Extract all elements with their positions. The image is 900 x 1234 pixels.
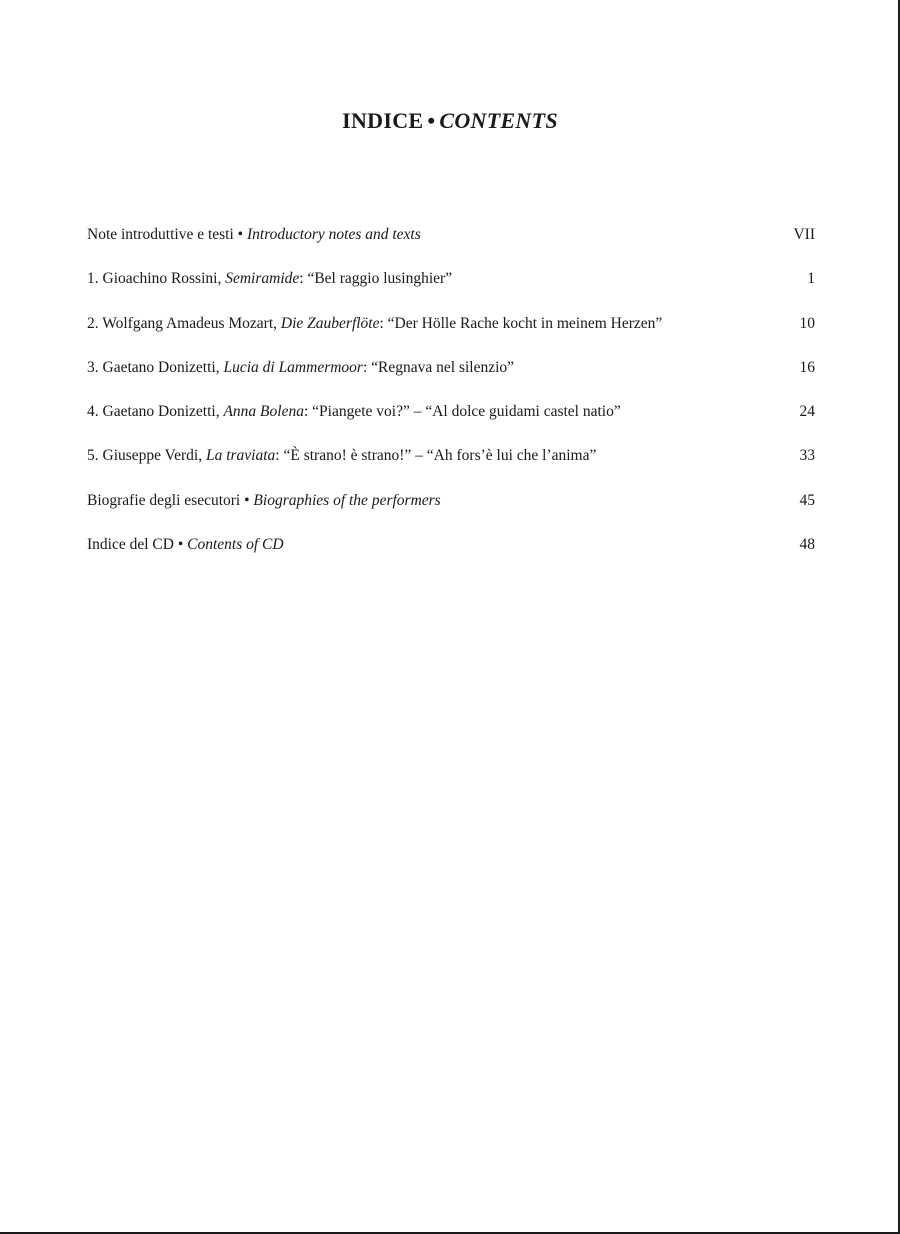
toc-entry-text: Biografie degli esecutori bbox=[87, 491, 241, 509]
toc-entry-text: • bbox=[240, 491, 254, 509]
toc-page-number: 1 bbox=[807, 270, 815, 288]
toc-entry-title bbox=[87, 315, 662, 333]
toc-entry-text: 3. Gaetano Donizetti, bbox=[87, 358, 224, 376]
toc-entry-italic-text: Contents of CD bbox=[187, 536, 284, 554]
toc-page-number: VII bbox=[793, 226, 815, 243]
toc-entry-text: 1. Gioachino Rossini, bbox=[87, 270, 226, 288]
toc-entry-title bbox=[87, 536, 284, 554]
toc-entry bbox=[87, 536, 815, 580]
toc-page-number: 10 bbox=[799, 314, 815, 332]
toc-entry-title bbox=[87, 270, 452, 288]
toc-entry-title bbox=[87, 359, 514, 377]
toc-entry bbox=[87, 403, 815, 447]
toc-entry-text: 2. Wolfgang Amadeus Mozart, bbox=[87, 314, 281, 332]
toc-entry-italic-text: Biographies of the performers bbox=[253, 491, 441, 509]
toc-entry-text: : “Der Hölle Rache kocht in meinem Herzen” bbox=[379, 314, 663, 332]
title-main: INDICE bbox=[342, 108, 424, 133]
toc-entry-title bbox=[87, 492, 441, 510]
toc-entry-text: : “È strano! è strano!” – “Ah fors’è lui che l’anima” bbox=[275, 447, 597, 465]
toc-entry-text: : “Piangete voi?” – “Al dolce guidami castel natio” bbox=[303, 403, 621, 421]
toc-page-number: 48 bbox=[799, 536, 815, 554]
toc-entry bbox=[87, 226, 815, 270]
toc-entry-text: Note introduttive e testi bbox=[87, 226, 234, 243]
toc-entry-text: 5. Giuseppe Verdi, bbox=[87, 447, 206, 465]
toc-entry bbox=[87, 270, 815, 314]
toc-page-number: 45 bbox=[799, 491, 815, 509]
toc-entry bbox=[87, 447, 815, 491]
toc-entry-text: • bbox=[173, 536, 188, 554]
toc-page-number: 33 bbox=[799, 447, 815, 465]
toc-entry-italic-text: Lucia di Lammermoor bbox=[223, 358, 363, 376]
toc-page-number: 16 bbox=[799, 358, 815, 376]
toc-entry-italic-text: Anna Bolena bbox=[223, 403, 304, 421]
toc-entry-title bbox=[87, 403, 621, 421]
table-of-contents bbox=[87, 226, 815, 580]
toc-entry bbox=[87, 315, 815, 359]
toc-entry-italic-text: La traviata bbox=[205, 447, 276, 465]
toc-page-number: 24 bbox=[799, 403, 815, 421]
toc-entry-text: Indice del CD bbox=[87, 536, 174, 554]
title-sub: CONTENTS bbox=[439, 108, 558, 133]
toc-entry bbox=[87, 492, 815, 536]
toc-entry-italic-text: Semiramide bbox=[225, 270, 300, 288]
toc-entry-text: 4. Gaetano Donizetti, bbox=[87, 403, 224, 421]
toc-entry-text: • bbox=[233, 226, 247, 243]
toc-entry-title bbox=[87, 226, 421, 244]
toc-entry-italic-text: Die Zauberflöte bbox=[280, 314, 380, 332]
title-separator: • bbox=[427, 108, 436, 133]
page-title bbox=[0, 108, 900, 134]
toc-entry-title bbox=[87, 447, 596, 465]
toc-entry-italic-text: Introductory notes and texts bbox=[246, 226, 421, 243]
toc-entry-text: : “Regnava nel silenzio” bbox=[362, 358, 515, 376]
toc-entry-text: : “Bel raggio lusinghier” bbox=[299, 270, 453, 288]
toc-entry bbox=[87, 359, 815, 403]
